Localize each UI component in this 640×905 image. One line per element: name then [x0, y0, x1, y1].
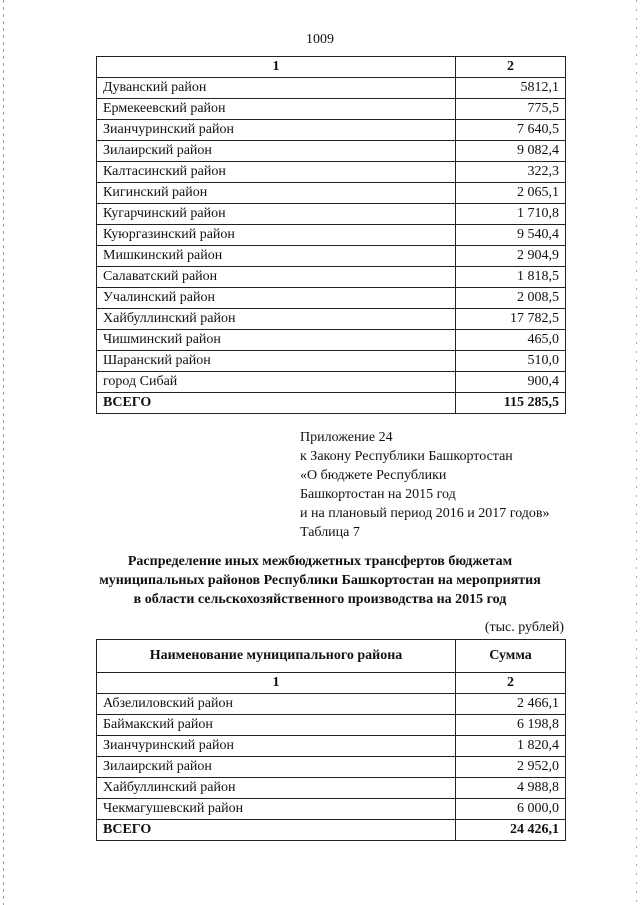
- table1-header-row: [97, 57, 566, 78]
- table-row: [97, 736, 566, 757]
- district-amount: 6 198,8: [456, 715, 566, 736]
- district-name: Хайбуллинский район: [97, 309, 456, 330]
- district-name: Ермекеевский район: [97, 99, 456, 120]
- table2-body: [97, 640, 566, 841]
- total-label: ВСЕГО: [97, 393, 456, 414]
- table-row: [97, 120, 566, 141]
- district-amount: 1 710,8: [456, 204, 566, 225]
- district-amount: 7 640,5: [456, 120, 566, 141]
- district-name: Кугарчинский район: [97, 204, 456, 225]
- total-amount: 24 426,1: [456, 820, 566, 841]
- district-amount: 17 782,5: [456, 309, 566, 330]
- table2-index-col2: 2: [456, 673, 566, 694]
- scan-edge-right: [636, 0, 637, 905]
- title-line: Распределение иных межбюджетных трансфертов бюджетам: [127, 554, 513, 569]
- district-name: Калтасинский район: [97, 162, 456, 183]
- district-name: Зианчуринский район: [97, 736, 456, 757]
- scan-edge-left: [3, 0, 4, 905]
- district-amount: 2 008,5: [456, 288, 566, 309]
- appendix-line: Приложение 24: [300, 430, 393, 445]
- district-name: Зианчуринский район: [97, 120, 456, 141]
- table-row: [97, 309, 566, 330]
- appendix-line: и на плановый период 2016 и 2017 годов»: [300, 506, 550, 521]
- table-row: [97, 246, 566, 267]
- district-amount: 6 000,0: [456, 799, 566, 820]
- document-title: [60, 552, 580, 609]
- appendix-table-number: Таблица 7: [300, 525, 360, 540]
- appendix-reference: [300, 428, 550, 542]
- table2-total-row: [97, 820, 566, 841]
- table2-header-row: [97, 640, 566, 673]
- appendix-line: к Закону Республики Башкортостан: [300, 449, 513, 464]
- title-line: муниципальных районов Республики Башкортостан на мероприятия: [99, 573, 541, 588]
- appendix-line: «О бюджете Республики: [300, 468, 447, 483]
- district-name: Чекмагушевский район: [97, 799, 456, 820]
- allocation-table-continued: [96, 56, 566, 414]
- table-row: [97, 372, 566, 393]
- district-name: Зилаирский район: [97, 757, 456, 778]
- transfer-distribution-table: [96, 639, 566, 841]
- district-name: город Сибай: [97, 372, 456, 393]
- district-amount: 2 904,9: [456, 246, 566, 267]
- units-note: (тыс. рублей): [484, 620, 564, 635]
- table-row: [97, 204, 566, 225]
- district-amount: 4 988,8: [456, 778, 566, 799]
- table-row: [97, 141, 566, 162]
- table1-body: [97, 57, 566, 414]
- district-name: Зилаирский район: [97, 141, 456, 162]
- district-name: Чишминский район: [97, 330, 456, 351]
- table-row: [97, 778, 566, 799]
- table-row: [97, 330, 566, 351]
- district-amount: 2 952,0: [456, 757, 566, 778]
- district-name: Кигинский район: [97, 183, 456, 204]
- district-amount: 322,3: [456, 162, 566, 183]
- district-name: Баймакский район: [97, 715, 456, 736]
- district-amount: 900,4: [456, 372, 566, 393]
- table-row: [97, 799, 566, 820]
- appendix-line: Башкортостан на 2015 год: [300, 487, 456, 502]
- table-row: [97, 351, 566, 372]
- table-row: [97, 99, 566, 120]
- total-label: ВСЕГО: [97, 820, 456, 841]
- district-amount: 5812,1: [456, 78, 566, 99]
- district-amount: 1 820,4: [456, 736, 566, 757]
- column-header-sum: Сумма: [456, 640, 566, 673]
- table-row: [97, 715, 566, 736]
- total-amount: 115 285,5: [456, 393, 566, 414]
- table1-header-col1: 1: [97, 57, 456, 78]
- district-amount: 1 818,5: [456, 267, 566, 288]
- district-amount: 465,0: [456, 330, 566, 351]
- district-amount: 9 540,4: [456, 225, 566, 246]
- district-amount: 2 466,1: [456, 694, 566, 715]
- district-name: Салаватский район: [97, 267, 456, 288]
- table-row: [97, 78, 566, 99]
- district-name: Хайбуллинский район: [97, 778, 456, 799]
- district-name: Шаранский район: [97, 351, 456, 372]
- table2-index-col1: 1: [97, 673, 456, 694]
- column-header-district: Наименование муниципального района: [97, 640, 456, 673]
- district-amount: 2 065,1: [456, 183, 566, 204]
- district-amount: 775,5: [456, 99, 566, 120]
- table-row: [97, 183, 566, 204]
- table-row: [97, 225, 566, 246]
- title-line: в области сельскохозяйственного производства на 2015 год: [133, 592, 507, 607]
- district-amount: 510,0: [456, 351, 566, 372]
- page-number: 1009: [306, 32, 334, 47]
- table-row: [97, 694, 566, 715]
- table2-index-row: [97, 673, 566, 694]
- district-name: Учалинский район: [97, 288, 456, 309]
- table1-total-row: [97, 393, 566, 414]
- district-name: Куюргазинский район: [97, 225, 456, 246]
- table-row: [97, 288, 566, 309]
- district-name: Абзелиловский район: [97, 694, 456, 715]
- table-row: [97, 162, 566, 183]
- table-row: [97, 267, 566, 288]
- district-name: Мишкинский район: [97, 246, 456, 267]
- district-name: Дуванский район: [97, 78, 456, 99]
- table-row: [97, 757, 566, 778]
- district-amount: 9 082,4: [456, 141, 566, 162]
- table1-header-col2: 2: [456, 57, 566, 78]
